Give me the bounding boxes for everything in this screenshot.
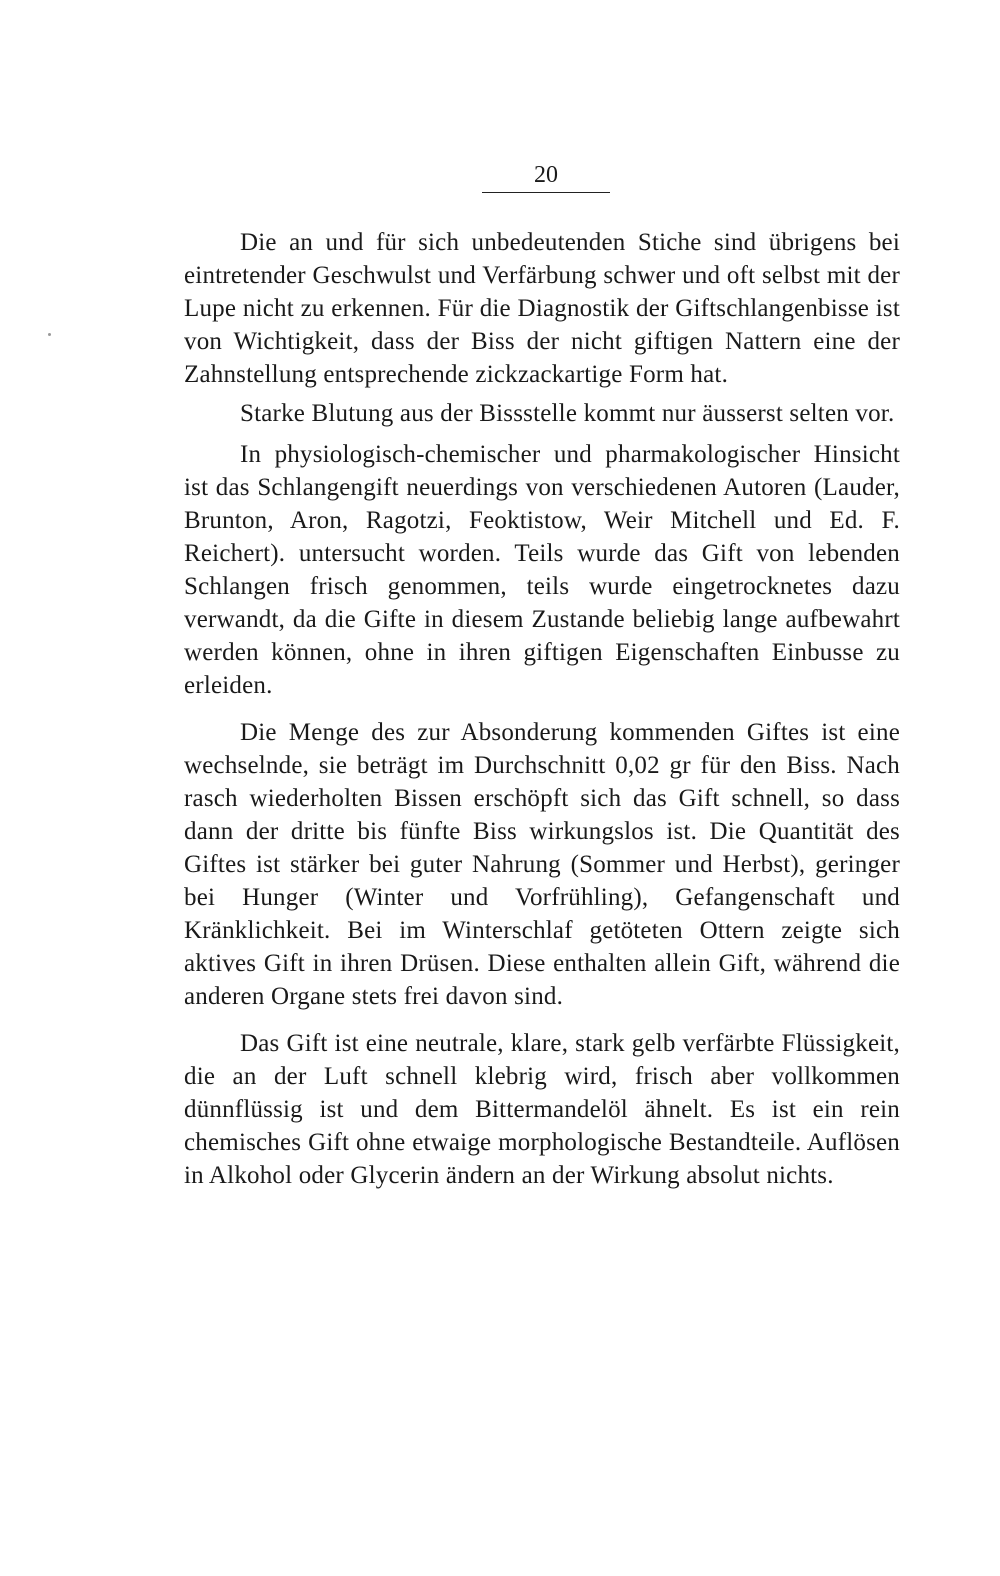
body-text [184,226,900,1192]
paragraph-blutung: Starke Blutung aus der Bissstelle kommt nur äusserst selten vor. [240,400,895,427]
page-number: 20 [534,162,558,188]
page-number-rule [482,192,610,193]
paragraph-stiche: Die an und für sich unbedeutenden Stiche sind übrigens bei eintretender Geschwulst und Verfärbung schwer und oft selbst mit der Lupe nicht zu erkennen. Für die Diagnostik der Giftschlangenbisse ist von Wichtigkeit, dass der Biss der nicht giftigen Nattern eine der Zahnstellung entsprechende zickzackartige Form hat. [184,229,900,388]
paragraph-giftbeschaffenheit: Das Gift ist eine neutrale, klare, stark gelb verfärbte Flüssigkeit, die an der Luft schnell klebrig wird, frisch aber vollkommen dünnflüssig ist und dem Bittermandelöl ähnelt. Es ist ein rein chemisches Gift ohne etwaige morphologische Bestandteile. Auflösen in Alkohol oder Glycerin ändern an der Wirkung absolut nichts. [184,1030,900,1189]
paragraph-schlangengift: In physiologisch-chemischer und pharmakologischer Hinsicht ist das Schlangengift neuerdings von verschiedenen Autoren (Lauder, Brunton, Aron, Ragotzi, Feoktistow, Weir Mitchell und Ed. F. Reichert). untersucht worden. Teils wurde das Gift von lebenden Schlangen frisch genommen, teils wurde eingetrocknetes dazu verwandt, da die Gifte in diesem Zustande beliebig lange aufbewahrt werden können, ohne in ihren giftigen Eigenschaften Einbusse zu erleiden. [184,441,900,699]
paragraph-giftmenge: Die Menge des zur Absonderung kommenden Giftes ist eine wechselnde, sie beträgt im Durchschnitt 0,02 gr für den Biss. Nach rasch wiederholten Bissen erschöpft sich das Gift schnell, so dass dann der dritte bis fünfte Biss wirkungslos ist. Die Quantität des Giftes ist stärker bei guter Nahrung (Sommer und Herbst), geringer bei Hunger (Winter und Vorfrühling), Gefangenschaft und Kränklichkeit. Bei im Winterschlaf getöteten Ottern zeigte sich aktives Gift in ihren Drüsen. Diese enthalten allein Gift, während die anderen Organe stets frei davon sind. [184,719,900,1010]
scan-speck [48,333,51,336]
